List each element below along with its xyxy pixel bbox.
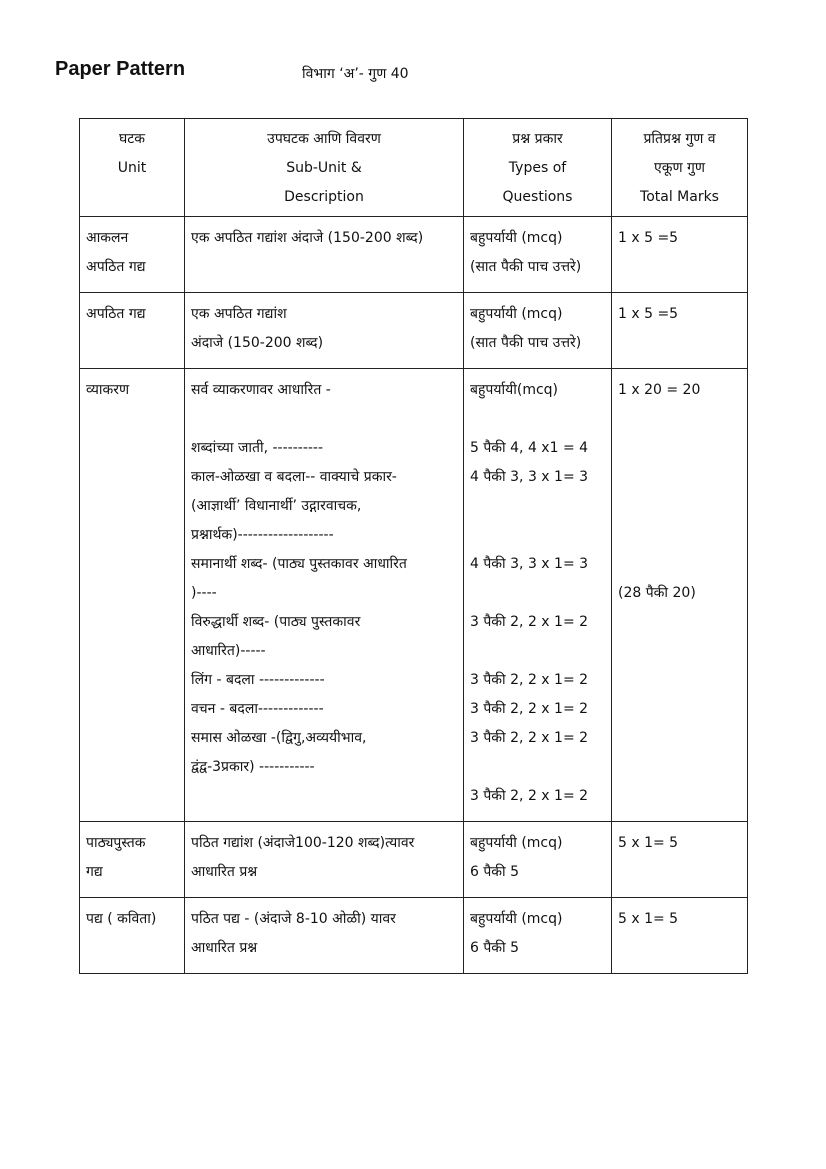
cell-line: आधारित)----- xyxy=(191,643,266,659)
cell-unit xyxy=(80,822,185,898)
cell-desc xyxy=(185,369,464,822)
cell-desc xyxy=(185,898,464,974)
cell-desc xyxy=(185,822,464,898)
cell-line: बहुपर्यायी (mcq) xyxy=(470,911,563,927)
cell-unit xyxy=(80,369,185,822)
cell-types xyxy=(464,898,612,974)
cell-line: अंदाजे (150-200 शब्द) xyxy=(191,335,324,351)
cell-line: 1 x 5 =5 xyxy=(618,230,679,246)
cell-desc xyxy=(185,217,464,293)
cell-types xyxy=(464,822,612,898)
header-marks xyxy=(612,119,748,217)
cell-line: 3 पैकी 2, 2 x 1= 2 xyxy=(470,672,589,688)
cell-marks xyxy=(612,898,748,974)
header-text: Questions xyxy=(502,189,573,205)
cell-line xyxy=(618,782,741,811)
cell-marks xyxy=(612,217,748,293)
table-row xyxy=(80,898,748,974)
cell-line: 4 पैकी 3, 3 x 1= 3 xyxy=(470,469,589,485)
cell-line xyxy=(618,695,741,724)
cell-line: वचन - बदला------------- xyxy=(191,701,324,717)
cell-line: (सात पैकी पाच उत्तरे) xyxy=(470,259,582,275)
cell-line: पठित गद्यांश (अंदाजे100-120 शब्द)त्यावर xyxy=(191,835,415,851)
paper-pattern-table xyxy=(79,118,748,974)
cell-line: 3 पैकी 2, 2 x 1= 2 xyxy=(470,701,589,717)
header-text: प्रश्न प्रकार xyxy=(512,131,563,147)
header-subunit xyxy=(185,119,464,217)
cell-line xyxy=(618,405,741,434)
cell-marks xyxy=(612,293,748,369)
header-question-type xyxy=(464,119,612,217)
cell-line: 5 x 1= 5 xyxy=(618,835,679,851)
header-text: Unit xyxy=(117,160,147,176)
table-row xyxy=(80,822,748,898)
cell-types xyxy=(464,369,612,822)
cell-line: 3 पैकी 2, 2 x 1= 2 xyxy=(470,614,589,630)
cell-line: अपठित गद्य xyxy=(86,259,146,275)
cell-line xyxy=(470,405,605,434)
cell-line: (28 पैकी 20) xyxy=(618,585,696,601)
cell-line: (सात पैकी पाच उत्तरे) xyxy=(470,335,582,351)
cell-line xyxy=(191,782,457,811)
cell-line: आधारित प्रश्न xyxy=(191,940,258,956)
cell-line: सर्व व्याकरणावर आधारित - xyxy=(191,382,331,398)
cell-line: पद्य ( कविता) xyxy=(86,911,157,927)
header-text: Sub-Unit & xyxy=(286,160,362,176)
cell-line xyxy=(618,724,741,753)
cell-line: अपठित गद्य xyxy=(86,306,146,322)
cell-line: 6 पैकी 5 xyxy=(470,864,520,880)
cell-line xyxy=(470,579,605,608)
cell-line: आकलन xyxy=(86,230,129,246)
cell-unit xyxy=(80,293,185,369)
cell-line: बहुपर्यायी (mcq) xyxy=(470,835,563,851)
cell-types xyxy=(464,217,612,293)
cell-line: एक अपठित गद्यांश xyxy=(191,306,287,322)
cell-line: (आज्ञार्थी’ विधानार्थी’ उद्गारवाचक, xyxy=(191,498,362,514)
cell-marks xyxy=(612,822,748,898)
cell-line: आधारित प्रश्न xyxy=(191,864,258,880)
cell-line xyxy=(470,637,605,666)
cell-unit xyxy=(80,898,185,974)
cell-line xyxy=(618,434,741,463)
page-title: Paper Pattern xyxy=(55,58,186,80)
header-text: Description xyxy=(284,189,364,205)
cell-line: द्वंद्व-3प्रकार) ----------- xyxy=(191,759,315,775)
header-text: घटक xyxy=(118,131,146,147)
cell-line: गद्य xyxy=(86,864,103,880)
cell-line xyxy=(618,637,741,666)
cell-line: 3 पैकी 2, 2 x 1= 2 xyxy=(470,788,589,804)
cell-line xyxy=(618,666,741,695)
cell-unit xyxy=(80,217,185,293)
cell-marks xyxy=(612,369,748,822)
cell-line: समानार्थी शब्द- (पाठ्य पुस्तकावर आधारित xyxy=(191,556,407,572)
table-row xyxy=(80,369,748,822)
cell-line xyxy=(191,405,457,434)
header-text: Types of xyxy=(508,160,567,176)
table-body xyxy=(80,217,748,974)
cell-desc xyxy=(185,293,464,369)
header-unit xyxy=(80,119,185,217)
cell-line: बहुपर्यायी (mcq) xyxy=(470,230,563,246)
cell-line xyxy=(618,463,741,492)
header-text: एकूण गुण xyxy=(653,160,706,176)
section-heading: विभाग ‘अ’- गुण 40 xyxy=(302,66,409,82)
table-row xyxy=(80,217,748,293)
cell-line: 6 पैकी 5 xyxy=(470,940,520,956)
cell-line xyxy=(618,550,741,579)
cell-line: )---- xyxy=(191,585,217,601)
cell-line: प्रश्नार्थक)------------------- xyxy=(191,527,334,543)
cell-line: 3 पैकी 2, 2 x 1= 2 xyxy=(470,730,589,746)
header-text: प्रतिप्रश्न गुण व xyxy=(643,131,716,147)
cell-line: व्याकरण xyxy=(86,382,130,398)
cell-line: बहुपर्यायी(mcq) xyxy=(470,382,559,398)
cell-line xyxy=(618,753,741,782)
cell-line: पठित पद्य - (अंदाजे 8-10 ओळी) यावर xyxy=(191,911,396,927)
cell-line: समास ओळखा -(द्विगु,अव्ययीभाव, xyxy=(191,730,367,746)
cell-line: 4 पैकी 3, 3 x 1= 3 xyxy=(470,556,589,572)
cell-line: शब्दांच्या जाती, ---------- xyxy=(191,440,324,456)
cell-line: काल-ओळखा व बदला-- वाक्याचे प्रकार- xyxy=(191,469,397,485)
cell-line: 5 पैकी 4, 4 x1 = 4 xyxy=(470,440,589,456)
cell-line: लिंग - बदला ------------- xyxy=(191,672,325,688)
cell-line xyxy=(618,608,741,637)
cell-line xyxy=(470,492,605,521)
table-row xyxy=(80,293,748,369)
cell-line xyxy=(618,492,741,521)
cell-line: पाठ्यपुस्तक xyxy=(86,835,146,851)
header-text: Total Marks xyxy=(640,189,719,205)
cell-line xyxy=(618,521,741,550)
cell-line: बहुपर्यायी (mcq) xyxy=(470,306,563,322)
cell-line: 5 x 1= 5 xyxy=(618,911,679,927)
cell-line xyxy=(470,753,605,782)
header-text: उपघटक आणि विवरण xyxy=(267,131,381,147)
cell-line: 1 x 5 =5 xyxy=(618,306,679,322)
cell-line xyxy=(470,521,605,550)
cell-line: विरुद्धार्थी शब्द- (पाठ्य पुस्तकावर xyxy=(191,614,361,630)
cell-line: एक अपठित गद्यांश अंदाजे (150-200 शब्द) xyxy=(191,230,424,246)
table-header-row xyxy=(80,119,748,217)
cell-types xyxy=(464,293,612,369)
header-text xyxy=(84,183,180,212)
cell-line: 1 x 20 = 20 xyxy=(618,382,701,398)
